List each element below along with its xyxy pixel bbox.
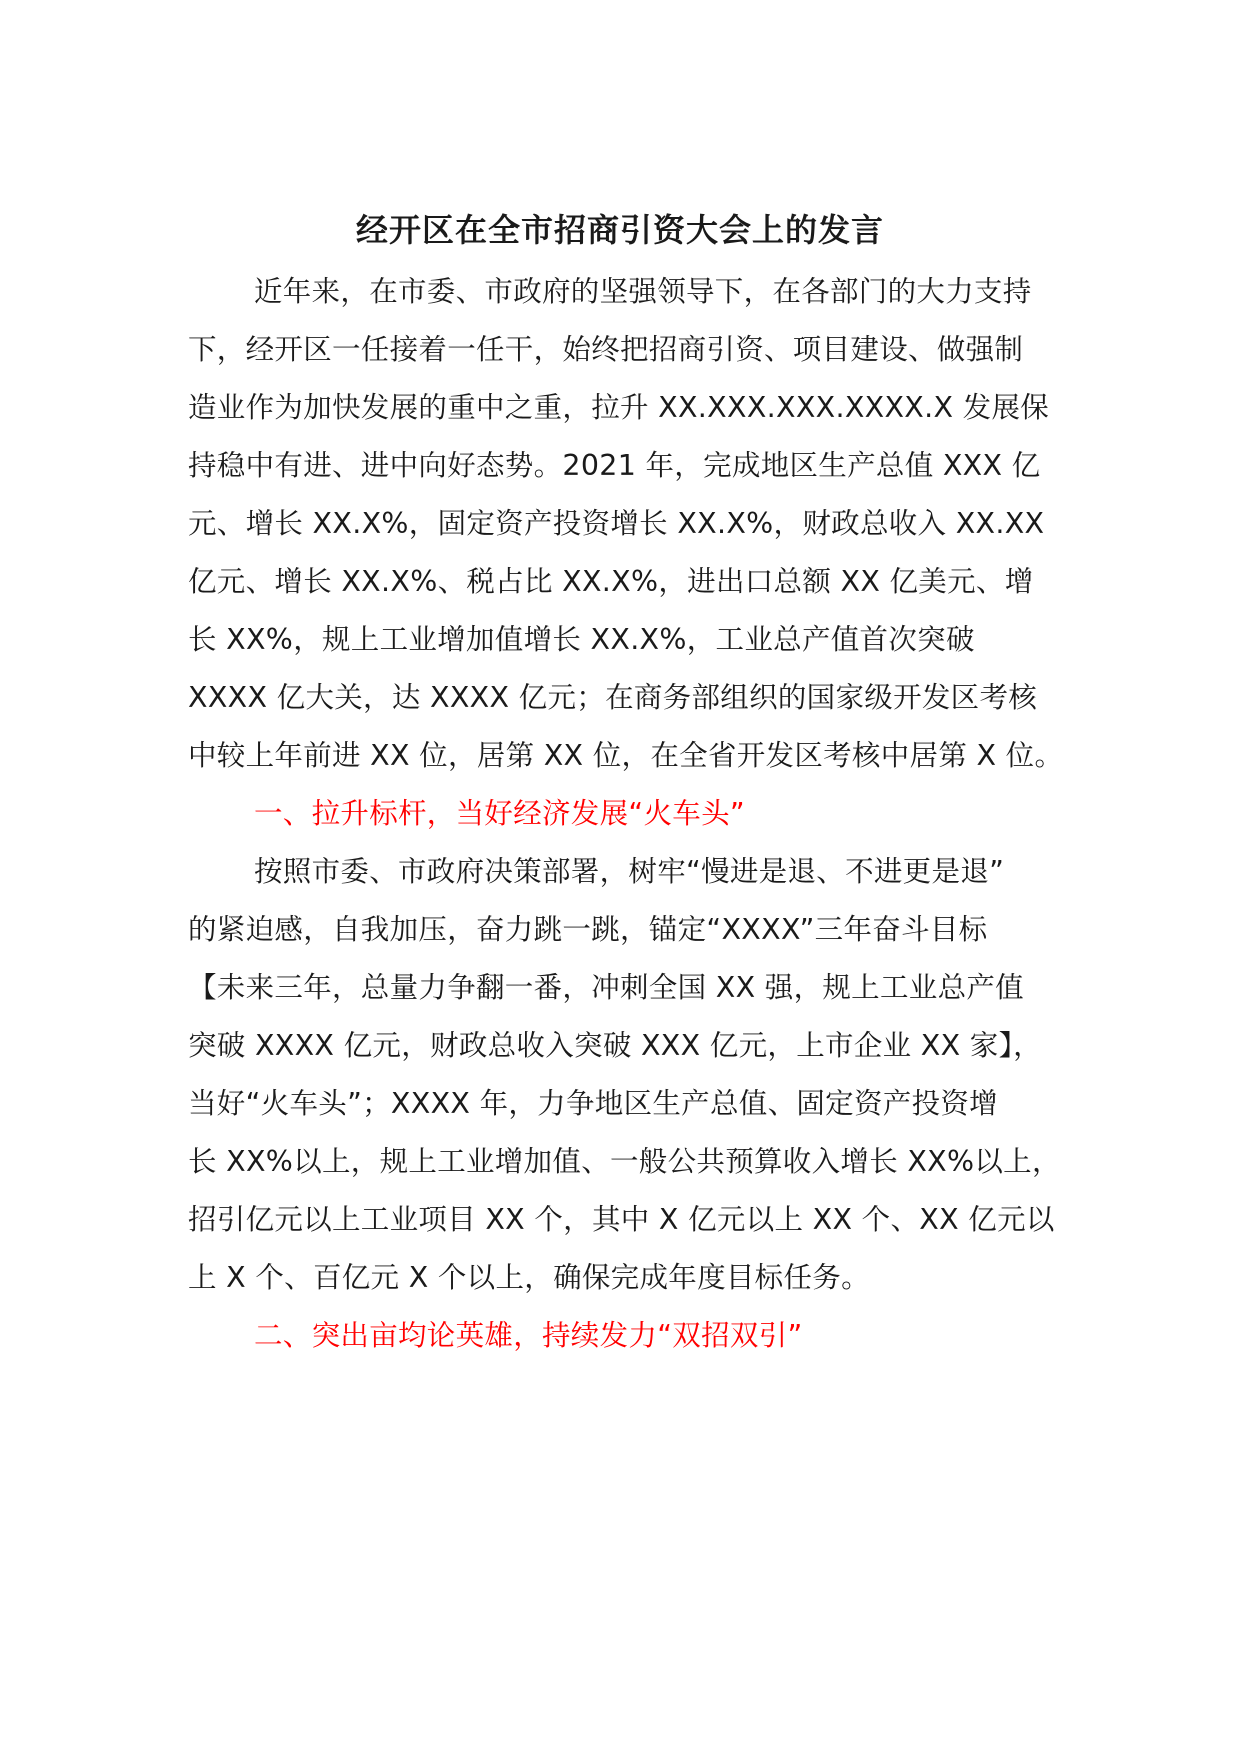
section-heading-2: 二、突出亩均论英雄，持续发力“双招双引” <box>254 1319 803 1352</box>
document-title: 经开区在全市招商引资大会上的发言 <box>355 211 884 249</box>
paragraph-2-line: 【未来三年，总量力争翻一番，冲刺全国 XX 强，规上工业总产值 <box>188 971 1024 1004</box>
paragraph-2-line: 当好“火车头”；XXXX 年，力争地区生产总值、固定资产投资增 <box>188 1087 998 1120</box>
paragraph-2-line: 上 X 个、百亿元 X 个以上，确保完成年度目标任务。 <box>188 1261 870 1294</box>
paragraph-2-line: 的紧迫感，自我加压，奋力跳一跳，锚定“XXXX”三年奋斗目标 <box>188 913 988 946</box>
paragraph-1-line: 元、增长 XX.X%，固定资产投资增长 XX.X%，财政总收入 XX.XX <box>188 507 1045 540</box>
paragraph-1-line: XXXX 亿大关，达 XXXX 亿元；在商务部组织的国家级开发区考核 <box>188 681 1038 714</box>
paragraph-2-line: 突破 XXXX 亿元，财政总收入突破 XXX 亿元，上市企业 XX 家】， <box>188 1029 1042 1062</box>
paragraph-1-line: 近年来，在市委、市政府的坚强领导下，在各部门的大力支持 <box>254 275 1032 308</box>
paragraph-2-line: 长 XX%以上，规上工业增加值、一般公共预算收入增长 XX%以上， <box>188 1145 1061 1178</box>
paragraph-1-line: 中较上年前进 XX 位，居第 XX 位，在全省开发区考核中居第 X 位。 <box>188 739 1064 772</box>
paragraph-1-line: 持稳中有进、进中向好态势。2021 年，完成地区生产总值 XXX 亿 <box>188 449 1041 482</box>
paragraph-1-line: 造业作为加快发展的重中之重，拉升 XX.XXX.XXX.XXXX.X 发展保 <box>188 391 1050 424</box>
section-heading-1: 一、拉升标杆，当好经济发展“火车头” <box>254 797 745 830</box>
paragraph-2-line: 招引亿元以上工业项目 XX 个，其中 X 亿元以上 XX 个、XX 亿元以 <box>188 1203 1055 1236</box>
paragraph-1-line: 亿元、增长 XX.X%、税占比 XX.X%，进出口总额 XX 亿美元、增 <box>188 565 1034 598</box>
paragraph-2-line: 按照市委、市政府决策部署，树牢“慢进是退、不进更是退” <box>254 855 1005 888</box>
paragraph-1-line: 下，经开区一任接着一任干，始终把招商引资、项目建设、做强制 <box>188 333 1024 366</box>
paragraph-1-line: 长 XX%，规上工业增加值增长 XX.X%，工业总产值首次突破 <box>188 623 975 656</box>
